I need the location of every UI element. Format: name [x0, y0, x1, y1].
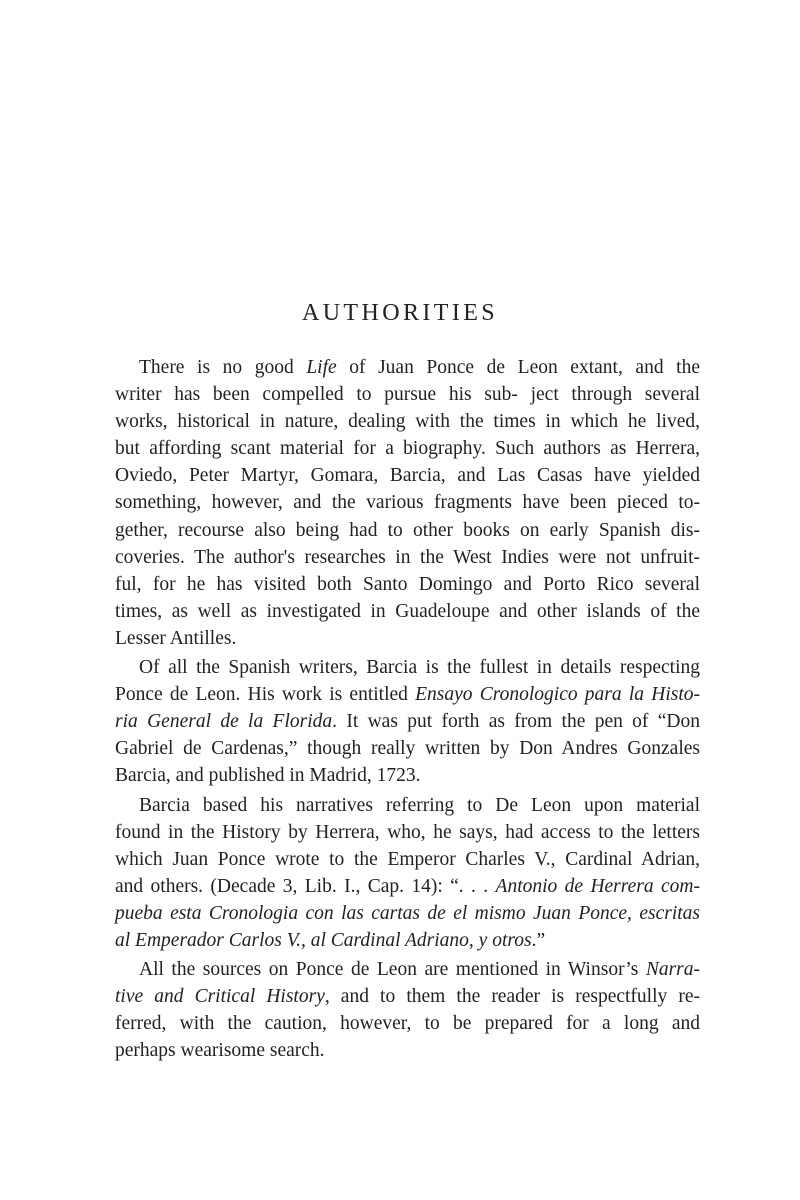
text-line — [115, 517, 700, 544]
italic-text: al Emperador Carlos V., al Cardinal Adriano, y otros — [115, 929, 532, 951]
italic-text: Ensayo Cronologico para la Histo- — [415, 684, 700, 706]
paragraph — [115, 354, 700, 652]
text-line — [115, 983, 700, 1010]
text-segment: All the sources on Ponce de Leon are mentioned in Winsor’s — [139, 959, 646, 981]
italic-text: tive and Critical History — [115, 986, 325, 1008]
text-line — [115, 819, 700, 846]
text-line — [115, 408, 700, 435]
text-line — [115, 956, 700, 983]
text-line — [115, 354, 700, 381]
text-segment: gether, recourse also being had to other books on early Spanish dis- — [115, 519, 700, 541]
chapter-title: AUTHORITIES — [301, 300, 499, 326]
paragraph — [115, 792, 700, 955]
text-segment: times, as well as investigated in Guadeloupe and other islands of the — [115, 600, 700, 622]
text-segment: coveries. The author's researches in the West Indies were not unfruit- — [115, 546, 700, 568]
text-line — [115, 544, 700, 571]
text-segment: but affording scant material for a biography. Such authors as Herrera, — [115, 438, 700, 460]
text-segment: There is no good — [139, 357, 307, 378]
text-segment: Gabriel de Cardenas,” though really written by Don Andres Gonzales — [115, 738, 700, 760]
italic-text: Antonio de Herrera com- — [495, 875, 700, 897]
text-segment: , and to them the reader is respectfully re- — [324, 986, 700, 1008]
text-segment: . It was put forth as from the pen of “Don — [332, 711, 700, 733]
text-segment: of Juan Ponce de Leon extant, and the — [336, 357, 700, 378]
text-segment: which Juan Ponce wrote to the Emperor Charles V., Cardinal Adrian, — [115, 848, 700, 870]
text-segment: something, however, and the various fragments have been pieced to- — [115, 492, 700, 514]
text-segment: .” — [531, 929, 546, 951]
text-line — [115, 489, 700, 516]
paragraph — [115, 654, 700, 789]
italic-text: Narra- — [645, 959, 700, 981]
italic-text: Life — [306, 357, 337, 378]
text-line — [115, 1010, 700, 1037]
text-line — [115, 708, 700, 735]
text-line — [115, 792, 700, 819]
text-line — [115, 598, 700, 625]
text-segment: ferred, with the caution, however, to be prepared for a long and — [115, 1013, 700, 1035]
text-line — [115, 762, 700, 789]
text-segment: Of all the Spanish writers, Barcia is the fullest in details respecting — [139, 657, 700, 679]
text-line — [115, 900, 700, 927]
text-line — [115, 1037, 700, 1064]
text-segment: found in the History by Herrera, who, he says, had access to the letters — [115, 821, 700, 843]
text-segment: ful, for he has visited both Santo Domingo and Porto Rico several — [115, 573, 700, 595]
italic-text: pueba esta Cronologia con las cartas de el mismo Juan Ponce, escritas — [115, 902, 700, 924]
text-segment: Oviedo, Peter Martyr, Gomara, Barcia, and Las Casas have yielded — [115, 465, 700, 487]
paragraph — [115, 956, 700, 1064]
text-segment: works, historical in nature, dealing with the times in which he lived, — [115, 411, 700, 433]
text-line — [115, 435, 700, 462]
italic-text: ria General de la Florida — [115, 711, 333, 733]
text-segment: Barcia, and published in Madrid, 1723. — [115, 765, 421, 787]
text-segment: perhaps wearisome search. — [115, 1040, 325, 1062]
text-line — [115, 462, 700, 489]
text-segment: Barcia based his narratives referring to De Leon upon material — [139, 794, 700, 816]
text-line — [115, 681, 700, 708]
text-line — [115, 927, 700, 954]
text-line — [115, 571, 700, 598]
text-segment: writer has been compelled to pursue his sub- ject through several — [115, 384, 700, 406]
text-line — [115, 846, 700, 873]
text-segment: Lesser Antilles. — [115, 627, 237, 649]
text-line — [115, 735, 700, 762]
text-line — [115, 654, 700, 681]
text-line — [115, 625, 700, 652]
text-line — [115, 381, 700, 408]
text-segment: and others. (Decade 3, Lib. I., Cap. 14): “. . . — [115, 875, 496, 897]
body-text — [115, 354, 700, 1064]
text-segment: Ponce de Leon. His work is entitled — [115, 684, 416, 706]
text-line — [115, 873, 700, 900]
